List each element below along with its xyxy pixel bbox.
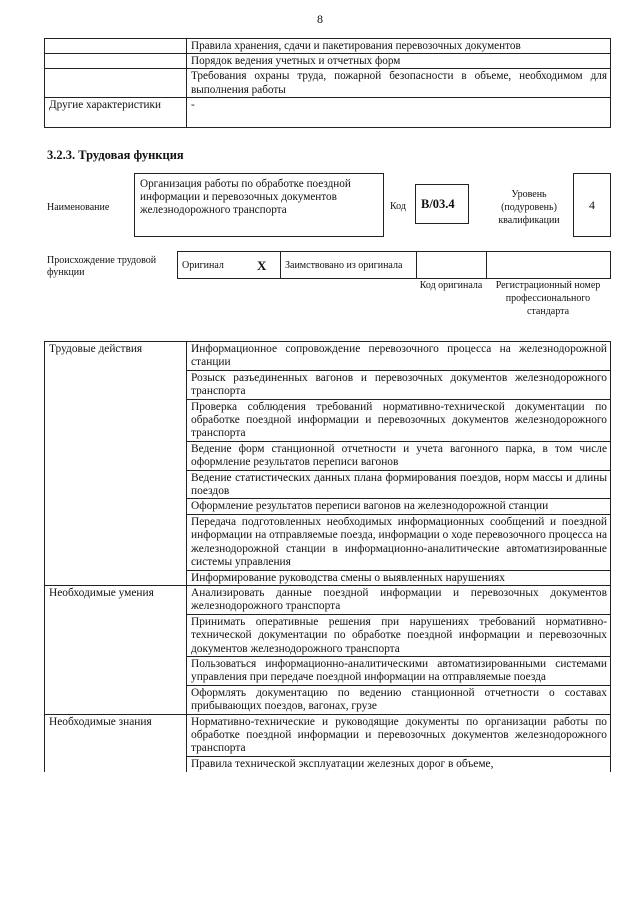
code-label: Код (390, 201, 406, 212)
level-box (573, 173, 611, 237)
knowledge-continuation-table (44, 38, 611, 128)
knowledge-label: Необходимые знания (45, 714, 187, 772)
origin-mark: X (244, 252, 281, 279)
table-row: Анализировать данные поездной информации и перевозочных документов железнодорожного транспорта (187, 585, 611, 614)
function-details-table (44, 341, 611, 772)
table-row: Передача подготовленных необходимых информационных сообщений и поездной информации на отправляемые поезда, информации о ходе перевозочного процесса на железнодорожной станции в информационно-аналитические автоматизированные системы управления (187, 514, 611, 570)
other-characteristics-label: Другие характеристики (45, 97, 187, 127)
section-title: 3.2.3. Трудовая функция (47, 148, 184, 162)
table-row: Порядок ведения учетных и отчетных форм (187, 54, 611, 69)
code-original-caption: Код оригинала (419, 280, 483, 291)
table-row: Розыск разъединенных вагонов и перевозочных документов железнодорожного транспорта (187, 370, 611, 399)
table-row: Информирование руководства смены о выявленных нарушениях (187, 570, 611, 585)
table-row: Оформление результатов переписи вагонов на железнодорожной станции (187, 499, 611, 514)
table-row: Принимать оперативные решения при нарушениях требований нормативно-технической документации по обработке поездной информации и перевозочных документов железнодорожного транспорта (187, 614, 611, 656)
code-value: В/03.4 (421, 197, 455, 211)
page-number: 8 (317, 12, 323, 26)
table-row: Правила технической эксплуатации железных дорог в объеме, (187, 756, 611, 772)
function-name: Организация работы по обработке поездной информации и перевозочных документов железнодорожного транспорта (140, 178, 351, 216)
other-characteristics-value: - (187, 97, 611, 127)
table-row: Требования охраны труда, пожарной безопасности в объеме, необходимом для выполнения работы (187, 69, 611, 97)
table-row: Информационное сопровождение перевозочного процесса на железнодорожной станции (187, 342, 611, 371)
origin-table (177, 251, 611, 279)
origin-original: Оригинал (178, 252, 244, 279)
level-label: Уровень (подуровень) квалификации (498, 189, 560, 226)
table-row: Ведение форм станционной отчетности и учета вагонного парка, в том числе оформление результатов переписи вагонов (187, 441, 611, 470)
labor-actions-label: Трудовые действия (45, 342, 187, 586)
reg-number-caption: Регистрационный номер профессионального стандарта (495, 280, 601, 317)
origin-reg-cell (487, 252, 611, 279)
code-box (415, 184, 469, 224)
empty-category-cell (45, 54, 187, 69)
skills-label: Необходимые умения (45, 585, 187, 714)
table-row: Оформлять документацию по ведению станционной отчетности о составах прибывающих поездов, вагонах, грузе (187, 685, 611, 714)
function-name-box (134, 173, 384, 237)
empty-category-cell (45, 69, 187, 97)
table-row: Правила хранения, сдачи и пакетирования перевозочных документов (187, 39, 611, 54)
level-value: 4 (589, 198, 595, 212)
table-row: Ведение статистических данных плана формирования поездов, норм массы и длины поездов (187, 470, 611, 499)
table-row: Нормативно-технические и руководящие документы по организации работы по обработке поездной информации и перевозочных документов железнодорожного транспорта (187, 714, 611, 756)
origin-borrowed: Заимствовано из оригинала (281, 252, 417, 279)
name-label: Наименование (47, 202, 110, 213)
origin-label: Происхождение трудовой функции (47, 255, 157, 278)
origin-code-cell (417, 252, 487, 279)
table-row: Пользоваться информационно-аналитическими автоматизированными системами управления при передаче поездной информации на отправляемые поезда (187, 656, 611, 685)
table-row: Проверка соблюдения требований нормативно-технической документации по обработке поездной информации и перевозочных документов железнодорожного транспорта (187, 399, 611, 441)
empty-category-cell (45, 39, 187, 54)
